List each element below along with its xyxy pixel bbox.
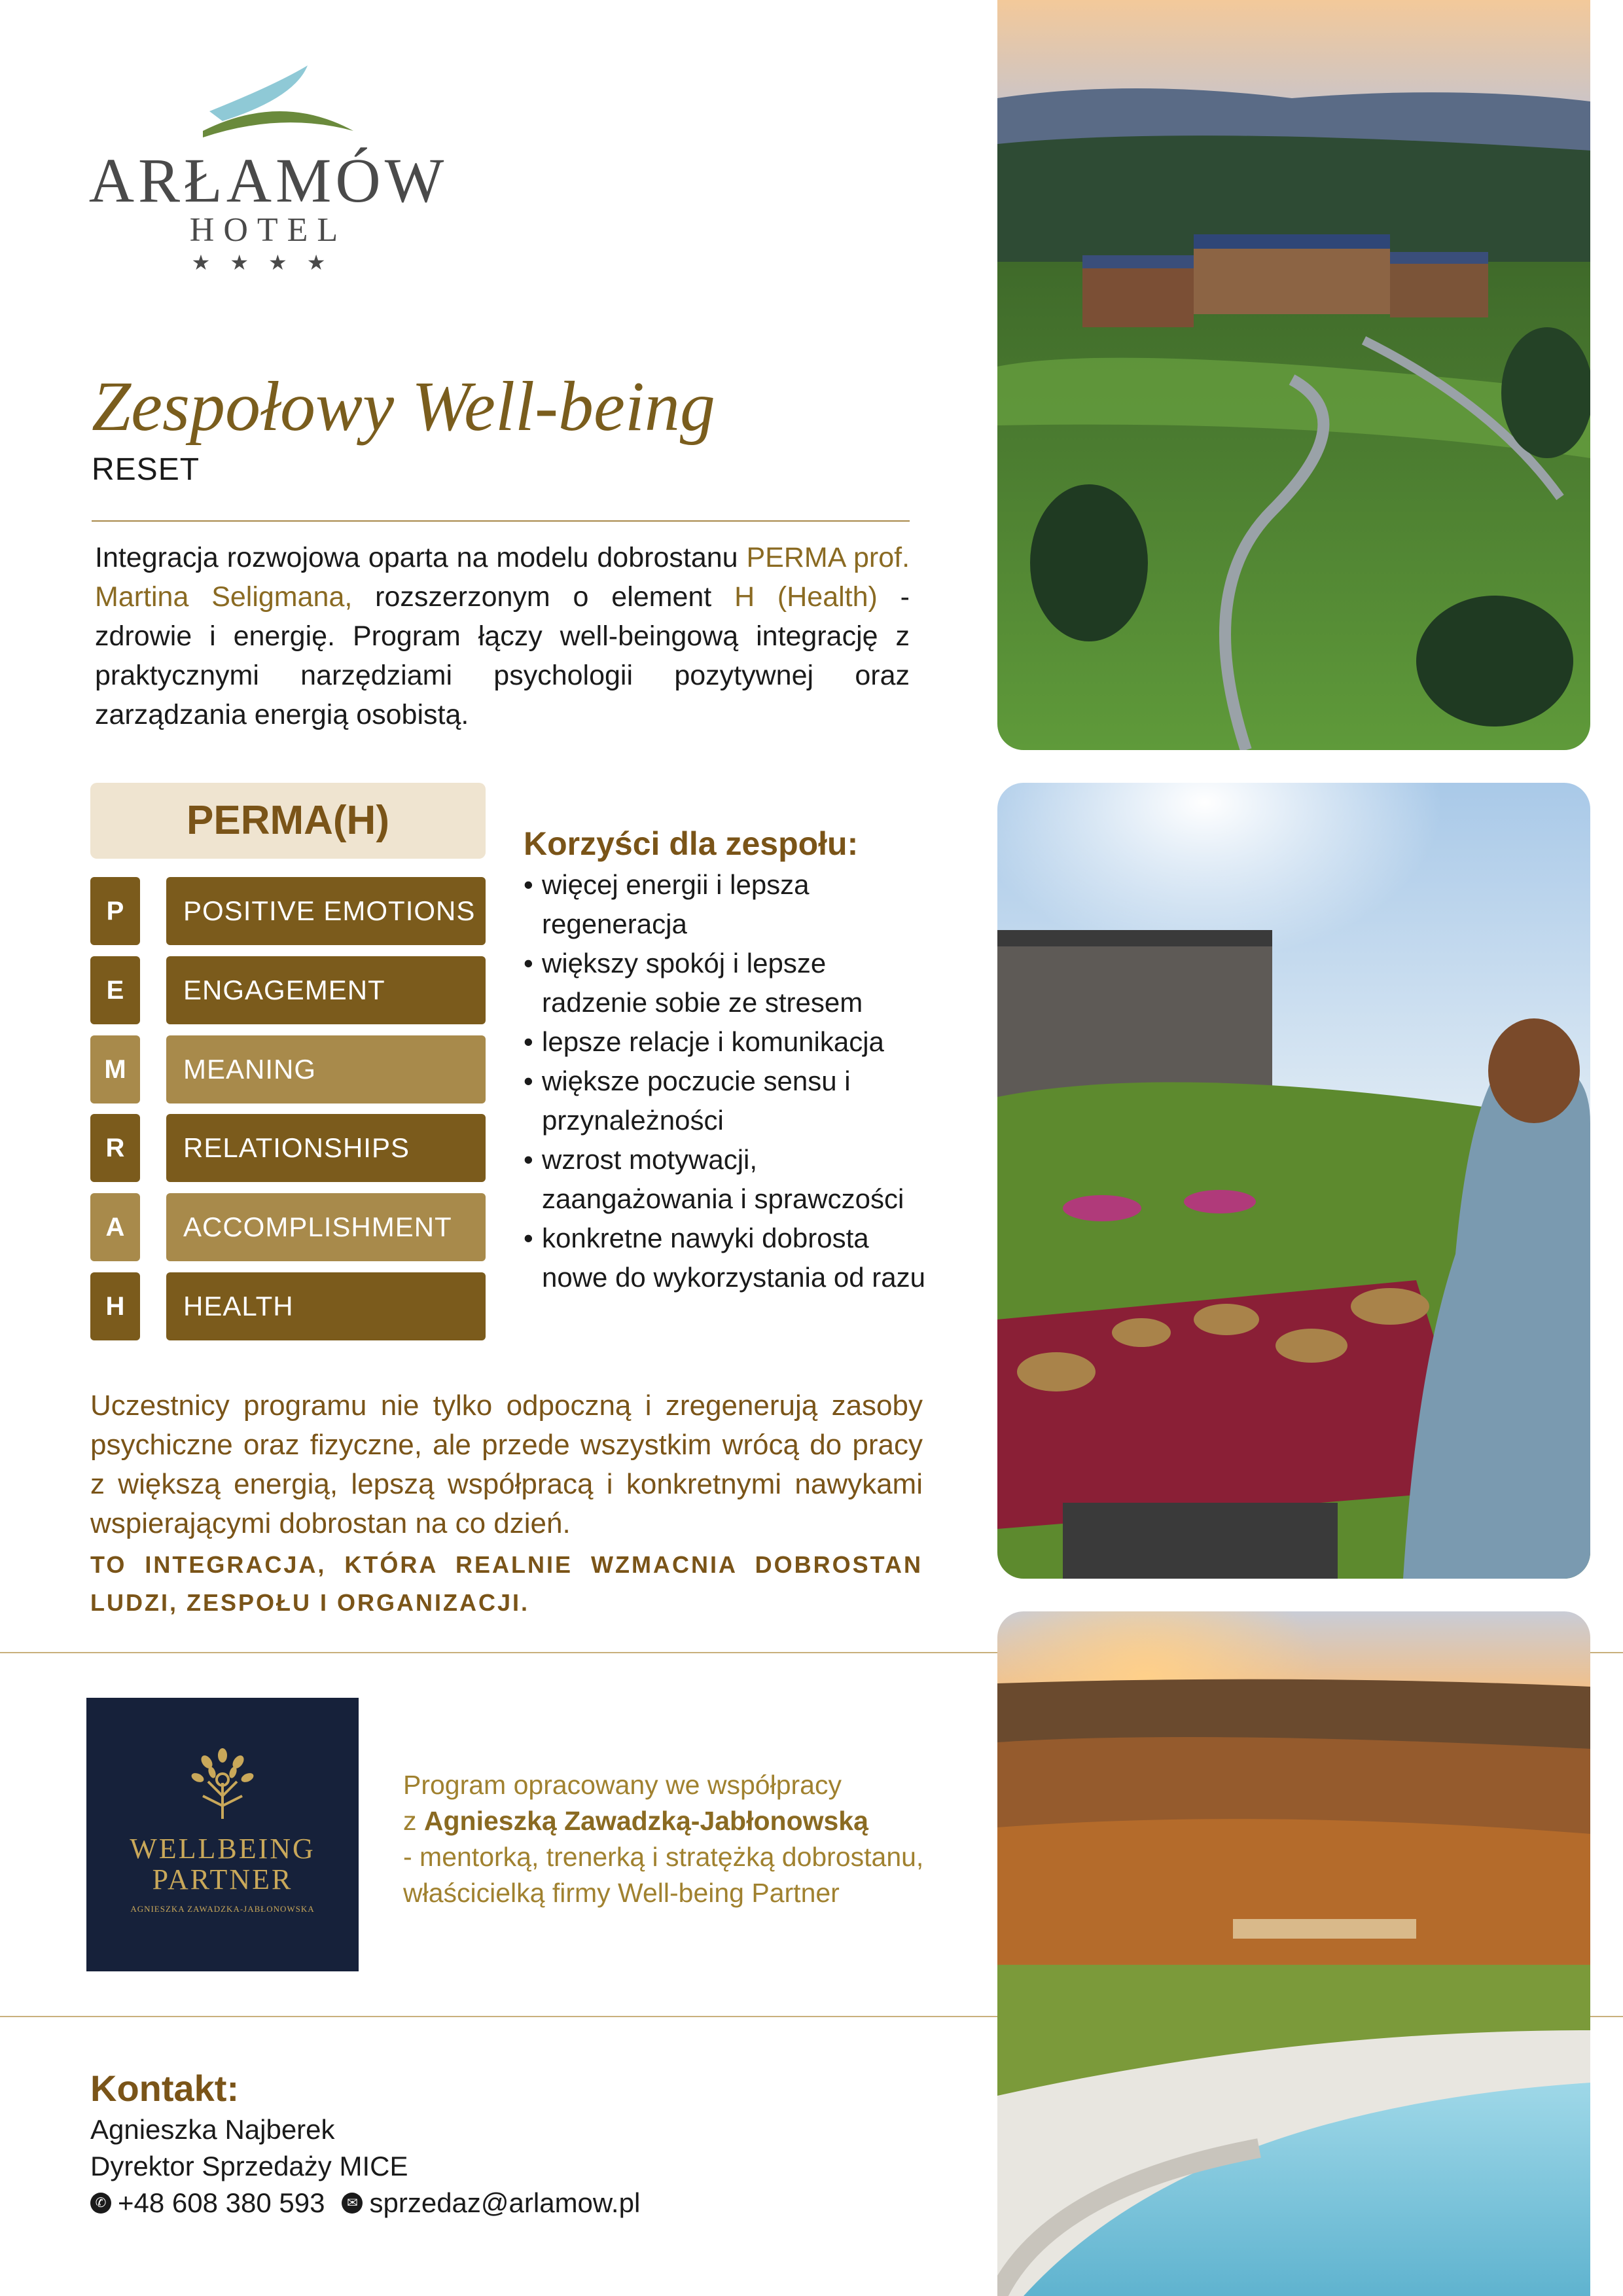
page-subtitle: RESET	[92, 452, 200, 487]
perma-letter: R	[90, 1114, 140, 1182]
list-item: • większy spokój i lepsze radzenie sobie ze stresem	[524, 944, 929, 1022]
perma-word: RELATIONSHIPS	[166, 1114, 486, 1182]
wellbeing-logo-line1: WELLBEING	[130, 1833, 315, 1865]
outro-paragraph: Uczestnicy programu nie tylko odpoczną i zregenerują zasoby psychiczne oraz fizyczne, ale przede wszystkim wrócą do pracy z większą energią, lepszą współpracą i konkretnymi nawykami wspierającymi dobrostan na co dzień.	[90, 1390, 923, 1539]
page-title: Zespołowy Well-being	[92, 368, 715, 446]
perma-row	[90, 1114, 486, 1182]
contact-role: Dyrektor Sprzedaży MICE	[90, 2151, 408, 2181]
tagline: TO INTEGRACJA, KTÓRA REALNIE WZMACNIA DOBROSTAN LUDZI, ZESPOŁU I ORGANIZACJI.	[90, 1551, 923, 1616]
partner-line4: właścicielką firmy Well-being Partner	[403, 1878, 840, 1908]
perma-word: ENGAGEMENT	[166, 956, 486, 1024]
wellbeing-partner-logo	[86, 1698, 359, 1971]
list-item: • lepsze relacje i komunikacja	[524, 1022, 929, 1062]
perma-word: POSITIVE EMOTIONS	[166, 877, 486, 945]
logo-stars: ★★★★	[191, 251, 346, 274]
wellbeing-logo-line2: PARTNER	[152, 1863, 293, 1895]
perma-word: MEANING	[166, 1035, 486, 1103]
hotel-aerial-photo	[997, 0, 1590, 750]
partner-name: Agnieszką Zawadzką-Jabłonowską	[423, 1806, 868, 1836]
perma-word: HEALTH	[166, 1272, 486, 1340]
partner-line2-prefix: z	[403, 1806, 424, 1836]
partner-line3: - mentorką, trenerką i stratężką dobrostanu,	[403, 1842, 924, 1872]
contact-title: Kontakt:	[90, 2068, 240, 2109]
partner-line2	[403, 1803, 979, 1839]
perma-row	[90, 1035, 486, 1103]
intro-text-2: rozszerzonym o element	[352, 581, 735, 613]
email-icon: ✉	[342, 2193, 363, 2214]
contact-email[interactable]: sprzedaz@arlamow.pl	[369, 2187, 641, 2218]
perma-word: ACCOMPLISHMENT	[166, 1193, 486, 1261]
contact-details	[90, 2187, 640, 2219]
intro-text-3: - zdrowie i energię. Program łączy well-beingową integrację z praktycznymi narzędziami psychologii pozytywnej oraz zarządzania energią osobistą.	[95, 581, 910, 730]
tree-icon	[183, 1744, 262, 1822]
intro-highlight-health: H (Health)	[734, 581, 878, 613]
sound-bath-photo	[997, 783, 1590, 1579]
benefits-title: Korzyści dla zespołu:	[524, 825, 859, 862]
pool-forest-photo	[997, 1611, 1590, 2296]
logo-wordmark: ARŁAMÓW	[88, 145, 448, 215]
intro-paragraph	[95, 538, 910, 734]
divider	[92, 520, 910, 522]
partner-info	[403, 1767, 979, 1911]
contact-phone[interactable]: +48 608 380 593	[118, 2187, 325, 2218]
perma-row	[90, 1272, 486, 1340]
list-item: • większe poczucie sensu i przynależności	[524, 1062, 929, 1140]
logo-swoosh-icon	[196, 59, 366, 151]
partner-line1: Program opracowany we współpracy	[403, 1770, 842, 1800]
perma-letter: A	[90, 1193, 140, 1261]
list-item: • konkretne nawyki dobrosta nowe do wykorzystania od razu	[524, 1219, 929, 1297]
wellbeing-logo-line3: AGNIESZKA ZAWADZKA-JABŁONOWSKA	[130, 1904, 315, 1914]
intro-text-1: Integracja rozwojowa oparta na modelu dobrostanu	[95, 542, 747, 573]
perma-letter: H	[90, 1272, 140, 1340]
list-item: • więcej energii i lepsza regeneracja	[524, 865, 929, 944]
perma-row	[90, 877, 486, 945]
perma-letter: E	[90, 956, 140, 1024]
perma-row	[90, 1193, 486, 1261]
logo-hotel: HOTEL	[189, 211, 348, 249]
hotel-logo	[85, 59, 452, 275]
list-item: • wzrost motywacji, zaangażowania i sprawczości	[524, 1140, 929, 1219]
perma-letter: P	[90, 877, 140, 945]
contact-name: Agnieszka Najberek	[90, 2114, 335, 2145]
benefits-list	[524, 865, 929, 1297]
perma-row	[90, 956, 486, 1024]
perma-heading: PERMA(H)	[90, 783, 486, 859]
intro-highlight-perma: PERMA prof. Martina Seligmana,	[95, 542, 910, 613]
perma-letter: M	[90, 1035, 140, 1103]
phone-icon: ✆	[90, 2193, 111, 2214]
